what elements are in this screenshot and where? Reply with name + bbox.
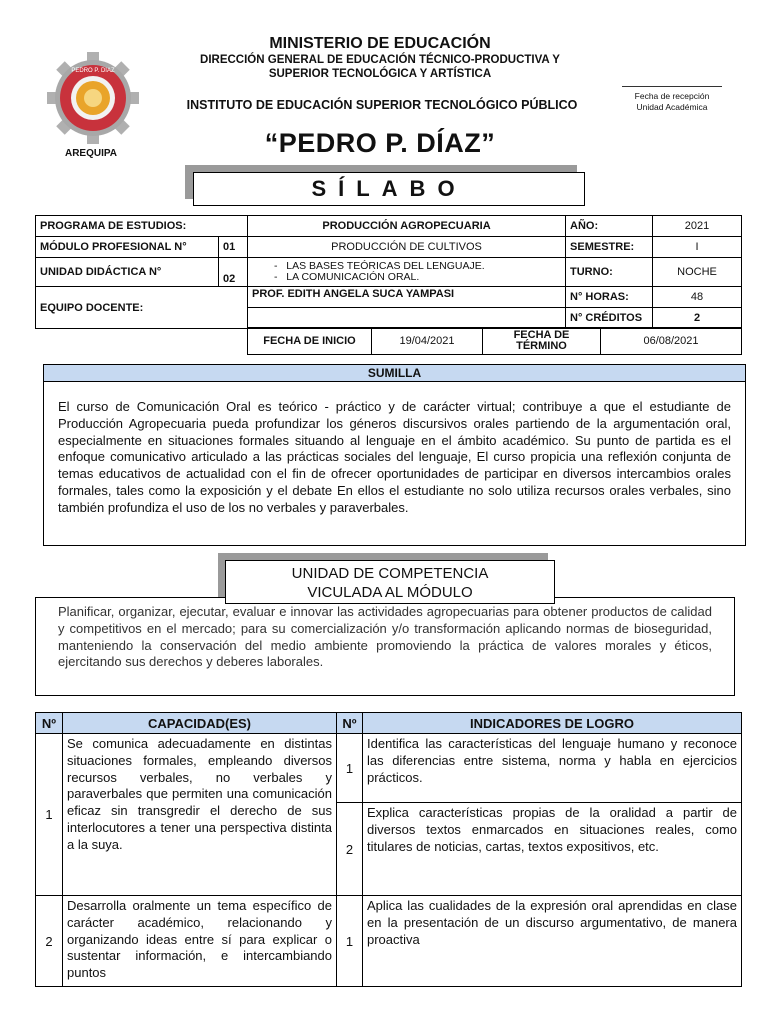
reception-line-2: Unidad Académica: [636, 102, 708, 112]
termino-value: 06/08/2021: [601, 328, 742, 355]
reception-line-1: Fecha de recepción: [634, 91, 710, 101]
semestre-label: SEMESTRE:: [566, 237, 653, 258]
capacidades-table: [35, 712, 742, 987]
indicador-text: Aplica las cualidades de la expresión oral aprendidas en clase en la presentación de un discurso argumentativo, de manera proactiva: [363, 896, 742, 987]
horas-label: N° HORAS:: [566, 287, 653, 308]
turno-label: TURNO:: [566, 258, 653, 287]
sumilla-text: El curso de Comunicación Oral es teórico - práctico y de carácter virtual; contribuye a que el estudiante de Producción Agropecuaria pueda profundizar los géneros discursivos orales partiendo de la argumentación oral, especialmente en situaciones formales situando al lenguaje en el ámbito académico. Su punto de partida es el enfoque comunicativo articulado a las prácticas sociales del lenguaje, El curso propicia una reflexión conjunta de temas educativos de actualidad con el fin de ofrecer oportunidades de participar en diversos intercambios orales formales, tales como la exposición y el debate En ellos el estudiante no solo utiliza recursos orales verbales, sino también profundiza el uso de los no verbales y paraverbales.: [43, 382, 746, 546]
table-row: [36, 734, 742, 803]
indicador-number: 2: [337, 803, 363, 896]
reception-stamp: [614, 86, 730, 113]
programa-value: PRODUCCIÓN AGROPECUARIA: [248, 216, 566, 237]
modulo-label: MÓDULO PROFESIONAL N°: [36, 237, 219, 258]
competencia-title-line-1: UNIDAD DE COMPETENCIA: [291, 565, 489, 582]
anio-label: AÑO:: [566, 216, 653, 237]
capacidad-text: Se comunica adecuadamente en distintas situaciones formales, empleando diversos recursos verbales, no verbales y paraverbales que permiten una comunicación eficaz sin transgredir el derecho de sus interlocutores a tener una perspectiva distinta a la suya.: [63, 734, 337, 896]
institute-title: INSTITUTO DE EDUCACIÓN SUPERIOR TECNOLÓGICO PÚBLICO: [186, 98, 578, 112]
table-row: [36, 216, 742, 237]
table-row: [248, 328, 742, 355]
document-title: SÍLABO: [193, 172, 585, 206]
direction-title: [160, 53, 600, 81]
empty-cell: [248, 308, 566, 329]
list-item: - LA COMUNICACIÓN ORAL.: [274, 271, 420, 283]
modulo-number: 01: [219, 237, 248, 258]
indicador-number: 1: [337, 896, 363, 987]
semestre-value: I: [653, 237, 742, 258]
indicador-text: Explica características propias de la oralidad a partir de diversos textos enmarcados en situaciones reales, como titulares de noticias, cartas, textos expositivos, etc.: [363, 803, 742, 896]
col-header-indicadores: INDICADORES DE LOGRO: [363, 713, 742, 734]
creditos-label: N° CRÉDITOS: [566, 308, 653, 329]
indicador-number: 1: [337, 734, 363, 803]
anio-value: 2021: [653, 216, 742, 237]
capacidad-number: 1: [36, 734, 63, 896]
termino-label-2: TÉRMINO: [516, 340, 567, 352]
course-info-table: [35, 215, 742, 329]
col-header-num: Nº: [36, 713, 63, 734]
institute-logo: [40, 52, 146, 144]
unidad-label: UNIDAD DIDÁCTICA N°: [36, 258, 219, 287]
table-row: [36, 258, 742, 287]
direction-line-1: DIRECCIÓN GENERAL DE EDUCACIÓN TÉCNICO-PRODUCTIVA Y: [200, 54, 560, 66]
turno-value: NOCHE: [653, 258, 742, 287]
ministry-title: MINISTERIO DE EDUCACIÓN: [269, 35, 491, 52]
equipo-label: EQUIPO DOCENTE:: [36, 287, 248, 329]
modulo-value: PRODUCCIÓN DE CULTIVOS: [248, 237, 566, 258]
competencia-text: Planificar, organizar, ejecutar, evaluar e innovar las actividades agropecuarias para obtener productos de calidad y competitivos en el mercado; para su comercialización y/o transformación aplicando normas de bioseguridad, manteniendo la conservación del medio ambiente promoviendo la práctica de valores morales y éticos, ejercitando sus derechos y deberes laborales.: [35, 597, 735, 696]
dates-table: [247, 327, 742, 355]
inicio-value: 19/04/2021: [372, 328, 483, 355]
termino-label: [483, 328, 601, 355]
inicio-label: FECHA DE INICIO: [248, 328, 372, 355]
col-header-capacidad: CAPACIDAD(ES): [63, 713, 337, 734]
logo-text: PEDRO P. DIAZ: [71, 68, 115, 74]
table-row: [36, 896, 742, 987]
competencia-title-line-2: VICULADA AL MÓDULO: [307, 584, 473, 601]
direction-line-2: SUPERIOR TECNOLÓGICA Y ARTÍSTICA: [268, 68, 492, 80]
programa-label: PROGRAMA DE ESTUDIOS:: [36, 216, 248, 237]
list-item: - LAS BASES TEÓRICAS DEL LENGUAJE.: [274, 260, 485, 272]
indicador-text: Identifica las características del lenguaje humano y reconoce las diferencias entre sistema, norma y habla en ejercicios prácticos.: [363, 734, 742, 803]
unidad-number: 02: [219, 258, 248, 287]
creditos-value: 2: [653, 308, 742, 329]
capacidad-number: 2: [36, 896, 63, 987]
city-label: AREQUIPA: [64, 148, 118, 159]
horas-value: 48: [653, 287, 742, 308]
signature-line: [622, 86, 722, 87]
capacidad-text: Desarrolla oralmente un tema específico de carácter académico, relacionando y organizando ideas entre sí para explicar o sustentar información, e intercambiando puntos: [63, 896, 337, 987]
school-name: “PEDRO P. DÍAZ”: [264, 128, 496, 158]
docente-name: PROF. EDITH ANGELA SUCA YAMPASI: [248, 287, 566, 308]
col-header-num-2: Nº: [337, 713, 363, 734]
termino-label-1: FECHA DE: [513, 329, 570, 341]
table-row: [36, 287, 742, 308]
table-header-row: [36, 713, 742, 734]
unidad-topics: [248, 258, 566, 287]
sumilla-heading: SUMILLA: [43, 364, 746, 382]
unidad-topic-1: LAS BASES TEÓRICAS DEL LENGUAJE.: [286, 260, 485, 272]
unidad-topic-2: LA COMUNICACIÓN ORAL.: [286, 271, 420, 283]
competencia-title: [225, 560, 555, 604]
table-row: [36, 237, 742, 258]
